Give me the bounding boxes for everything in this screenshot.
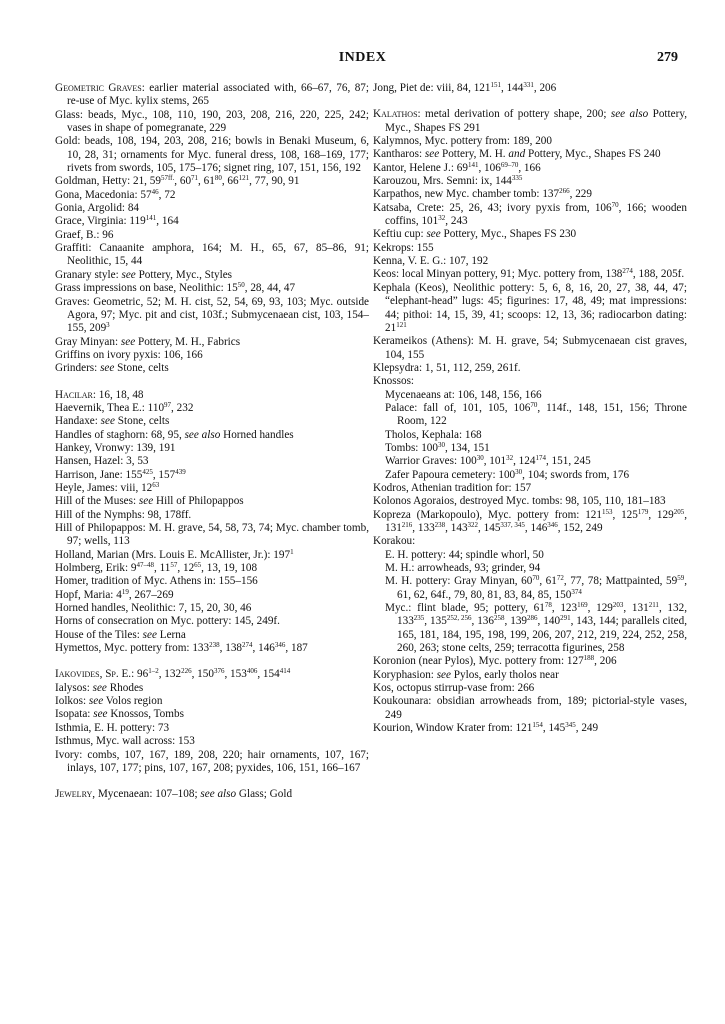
index-entry: Harrison, Jane: $155^{425}$, $157^{439}$ — [55, 467, 186, 481]
section-gap — [55, 376, 369, 389]
index-entry: Kantor, Helene J.: $69^{141}$, 106$^{69-70}$, 166 — [373, 160, 541, 174]
index-entry: Hill of Philopappos: M. H. grave, 54, 58, 73, 74; Myc. chamber tomb, 97; wells, 113 — [55, 522, 369, 548]
index-entry: Graves: Geometric, 52; M. H. cist, 52, 54, 69, 93, 103; Myc. outside Agora, 97; Myc. pit and cist, 103f.; Submycenaean cist, 103, 154–155, $209^3$ — [55, 295, 369, 335]
index-entry: Gonia, Argolid: 84 — [55, 202, 140, 215]
index-entry: Graef, B.: 96 — [55, 228, 114, 241]
index-entry: Hacilar: 16, 18, 48 — [55, 388, 144, 401]
index-entry: Horned handles, Neolithic: 7, 15, 20, 30, 46 — [55, 602, 252, 615]
index-entry: Kenna, V. E. G.: 107, 192 — [373, 255, 489, 268]
index-subentry: Mycenaeans at: 106, 148, 156, 166 — [385, 388, 542, 401]
index-entry: Katsaba, Crete: 25, 26, 43; ivory pyxis from, $106^{70}$, 166; wooden coffins, $101^{32}$, 243 — [373, 200, 687, 228]
page-number: 279 — [657, 50, 678, 65]
index-entry: Kantharos: see Pottery, M. H. and Pottery, Myc., Shapes FS 240 — [373, 148, 661, 161]
index-subentry: M. H.: arrowheads, 93; grinder, 94 — [385, 562, 541, 575]
index-entry: Horns of consecration on Myc. pottery: 145, 249f. — [55, 615, 280, 628]
index-entry: Kopreza (Markopoulo), Myc. pottery from: $121^{153}$, $125^{179}$, $129^{205}$, $131^{216}$, $133^{238}$, $143^{322}$, 145$^{337, 345}$, $146^{346}$, 152, 249 — [373, 507, 687, 534]
index-entry: Gold: beads, 108, 194, 203, 208, 216; bowls in Benaki Museum, 6, 10, 28, 31; ornaments for Myc. funeral dress, 108, 168–169, 177; rivets from swords, 105, 175–176; signet ring, 107, 151, 156, 192 — [55, 135, 369, 175]
index-entry: Koronion (near Pylos), Myc. pottery from: $127^{188}$, 206 — [373, 654, 617, 668]
index-entry: Grinders: see Stone, celts — [55, 362, 169, 375]
index-subentry: Tombs: $100^{30}$, 134, 151 — [385, 440, 490, 454]
index-subentry: M. H. pottery: Gray Minyan, $60^{70}$, $61^{72}$, 77, 78; Mattpainted, $59^{59}$, 61, 62, 64f., 79, 80, 81, 83, 84, 85, $150^{374}$ — [385, 574, 687, 601]
index-entry: House of the Tiles: see Lerna — [55, 628, 186, 641]
index-entry: Keftiu cup: see Pottery, Myc., Shapes FS 230 — [373, 228, 577, 241]
index-entry: Iolkos: see Volos region — [55, 695, 163, 708]
index-entry: Hopf, Maria: $4^{19}$, 267–269 — [55, 587, 174, 601]
index-entry: Kerameikos (Athens): M. H. grave, 54; Submycenaean cist graves, 104, 155 — [373, 335, 687, 361]
index-entry: Kodros, Athenian tradition for: 157 — [373, 481, 532, 494]
index-entry: Griffins on ivory pyxis: 106, 166 — [55, 348, 203, 361]
index-entry: Kos, octopus stirrup-vase from: 266 — [373, 682, 535, 695]
index-entry: Klepsydra: 1, 51, 112, 259, 261f. — [373, 361, 521, 374]
index-entry: Ialysos: see Rhodes — [55, 681, 144, 694]
index-entry: Grass impressions on base, Neolithic: $15^{50}$, 28, 44, 47 — [55, 281, 296, 295]
index-entry: Gray Minyan: see Pottery, M. H., Fabrics — [55, 335, 241, 348]
index-entry: Goldman, Hetty: 21, $59^{57ff.}$, $60^{71}$, $61^{80}$, $66^{121}$, 77, 90, 91 — [55, 174, 300, 188]
index-entry: Kalymnos, Myc. pottery from: 189, 200 — [373, 135, 552, 148]
index-entry: Geometric Graves: earlier material associated with, 66–67, 76, 87; re-use of Myc. kylix stems, 265 — [55, 82, 369, 108]
index-entry: Holmberg, Erik: 9$^{47-48}$, $11^{57}$, $12^{65}$, 13, 19, 108 — [55, 561, 258, 575]
index-entry: Handles of staghorn: 68, 95, see also Horned handles — [55, 428, 294, 441]
index-entry: Korakou: — [373, 535, 416, 548]
index-entry: Hankey, Vronwy: 139, 191 — [55, 441, 176, 454]
index-column-right — [373, 82, 687, 736]
index-entry: Glass: beads, Myc., 108, 110, 190, 203, 208, 216, 220, 225, 242; vases in shape of pomegranate, 229 — [55, 108, 369, 135]
index-entry: Hansen, Hazel: 3, 53 — [55, 455, 149, 468]
index-entry: Graffiti: Canaanite amphora, 164; M. H., 65, 67, 85–86, 91; Neolithic, 15, 44 — [55, 242, 369, 268]
index-entry: Homer, tradition of Myc. Athens in: 155–156 — [55, 575, 258, 588]
index-entry: Koryphasion: see Pylos, early tholos near — [373, 668, 559, 681]
index-entry: Kourion, Window Krater from: $121^{154}$, $145^{345}$, 249 — [373, 721, 599, 735]
index-column-left — [55, 82, 369, 802]
index-subentry: Tholos, Kephala: 168 — [385, 428, 482, 441]
section-gap — [373, 95, 687, 108]
index-entry: Jewelry, Mycenaean: 107–108; see also Glass; Gold — [55, 788, 293, 801]
index-entry: Karouzou, Mrs. Semni: ix, $144^{335}$ — [373, 174, 523, 188]
index-entry: Haevernik, Thea E.: $110^{97}$, 232 — [55, 400, 194, 414]
index-subentry: E. H. pottery: 44; spindle whorl, 50 — [385, 548, 544, 561]
section-gap — [55, 775, 369, 788]
index-entry: Isthmus, Myc. wall across: 153 — [55, 735, 195, 748]
index-entry: Ivory: combs, 107, 167, 189, 208, 220; hair ornaments, 107, 167; inlays, 107, 177; pins, 107, 167, 208; pyxides, 106, 151, 166–167 — [55, 748, 369, 774]
index-entry: Gona, Macedonia: $57^{46}$, 72 — [55, 187, 176, 201]
index-entry: Hill of the Muses: see Hill of Philopappos — [55, 495, 244, 508]
index-entry: Kolonos Agoraios, destroyed Myc. tombs: 98, 105, 110, 181–183 — [373, 495, 666, 508]
index-entry: Grace, Virginia: $119^{141}$, 164 — [55, 214, 179, 228]
index-entry: Isthmia, E. H. pottery: 73 — [55, 721, 170, 734]
index-entry: Heyle, James: viii, $12^{63}$ — [55, 480, 160, 494]
section-gap — [55, 655, 369, 668]
index-entry: Holland, Marian (Mrs. Louis E. McAllister, Jr.): $197^1$ — [55, 547, 294, 561]
index-entry: Kephala (Keos), Neolithic pottery: 5, 6, 8, 16, 20, 27, 38, 44, 47; “elephant-head” lugs: 45; figurines: 17, 48, 49; mat impressions: 44; pithoi: 14, 15, 39, 41; scoops: 12, 13, 36; radiocarbon dating: $21^{121}$ — [373, 281, 687, 334]
page-title: INDEX — [338, 50, 387, 65]
index-entry: Knossos: — [373, 375, 415, 388]
index-entry: Jong, Piet de: viii, 84, $121^{151}$, $144^{331}$, 206 — [373, 81, 557, 94]
index-entry: Hymettos, Myc. pottery from: $133^{238}$, $138^{274}$, $146^{346}$, 187 — [55, 641, 308, 655]
page-header — [0, 50, 725, 70]
index-subentry: Myc.: flint blade, 95; pottery, $61^{78}$, $123^{169}$, $129^{203}$, $131^{211}$, 132, $133^{235}$, 135$^{252, 256}$, $136^{258}$, $139^{286}$, $140^{291}$, 143, 144; parallels cited, 165, 181, 184, 195, 198, 199, 206, 207, 212, 219, 224, 252, 258, 260, 263; stone celts, 259; terracotta figurines, 258 — [385, 601, 688, 655]
index-entry: Koukounara: obsidian arrowheads from, 189; pictorial-style vases, 249 — [373, 695, 687, 721]
index-subentry: Zafer Papoura cemetery: $100^{30}$, 104; swords from, 176 — [385, 467, 630, 481]
index-entry: Granary style: see Pottery, Myc., Styles — [55, 268, 233, 281]
index-entry: Kalathos: metal derivation of pottery shape, 200; see also Pottery, Myc., Shapes FS 291 — [373, 108, 687, 134]
index-entry: Handaxe: see Stone, celts — [55, 415, 170, 428]
index-entry: Iakovides, Sp. E.: 96$^{1-2}$, $132^{226}$, $150^{376}$, $153^{406}$, $154^{414}$ — [55, 667, 291, 681]
index-subentry: Warrior Graves: $100^{30}$, $101^{32}$, $124^{174}$, 151, 245 — [385, 454, 591, 468]
index-entry: Karpathos, new Myc. chamber tomb: $137^{266}$, 229 — [373, 187, 592, 201]
index-entry: Keos: local Minyan pottery, 91; Myc. pottery from, $138^{274}$, 188, 205f. — [373, 267, 685, 281]
index-subentry: Palace: fall of, 101, 105, $106^{70}$, 114f., 148, 151, 156; Throne Room, 122 — [385, 400, 687, 428]
index-entry: Hill of the Nymphs: 98, 178ff. — [55, 508, 192, 521]
index-entry: Isopata: see Knossos, Tombs — [55, 708, 184, 721]
index-entry: Kekrops: 155 — [373, 241, 434, 254]
